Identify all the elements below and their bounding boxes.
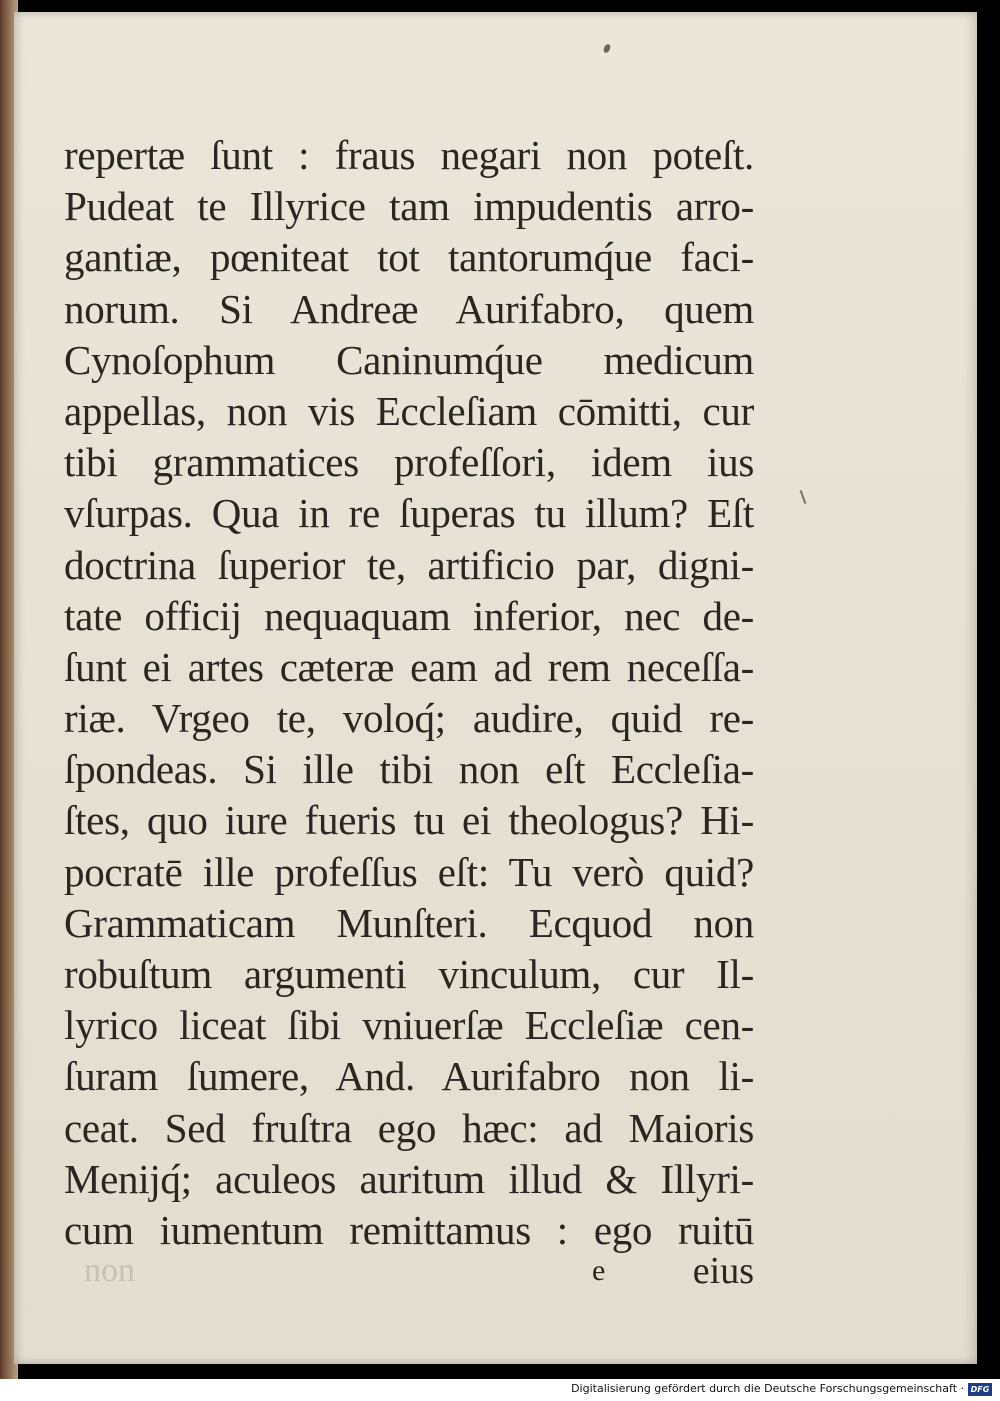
text-line: vſurpas. Qua in re ſuperas tu illum? Eſt <box>64 490 754 537</box>
text-line: appellas, non vis Eccleſiam cōmitti, cur <box>64 387 754 434</box>
text-line: ſtes, quo iure fueris tu ei theologus? Hi- <box>64 797 754 844</box>
text-line: Cynoſophum Caninumq́ue medicum <box>64 336 754 383</box>
ink-speck <box>602 43 611 54</box>
signature-mark: e <box>592 1254 606 1287</box>
text-line: tibi grammatices profeſſori, idem ius <box>64 439 754 486</box>
text-line: Pudeat te Illyrice tam impudentis arro- <box>64 183 754 230</box>
text-line: Grammaticam Munſteri. Ecquod non <box>64 899 754 946</box>
book-page <box>14 12 977 1364</box>
text-line: robuſtum argumenti vinculum, cur Il- <box>64 951 754 997</box>
catchword-row <box>14 1246 754 1296</box>
text-line: ſpondeas. Si ille tibi non eſt Eccleſia- <box>64 746 754 793</box>
text-line: Menijq́; aculeos auritum illud & Illyri- <box>64 1155 754 1202</box>
show-through-text: non <box>84 1252 135 1289</box>
text-line: riæ. Vrgeo te, voloq́; audire, quid re- <box>64 695 754 742</box>
funding-credit: Digitalisierung gefördert durch die Deutsche Forschungsgemeinschaft · <box>571 1382 964 1395</box>
text-line: norum. Si Andreæ Aurifabro, quem <box>64 285 754 332</box>
text-line: lyrico liceat ſibi vniuerſæ Eccleſiæ cen- <box>64 1002 754 1049</box>
footer-bar <box>0 1379 1000 1401</box>
body-text <box>64 130 754 1256</box>
text-line: ſuram ſumere, And. Aurifabro non li- <box>64 1053 754 1100</box>
text-line: repertæ ſunt : fraus negari non poteſt. <box>64 132 754 178</box>
ink-mark <box>800 490 807 504</box>
catchword: eius <box>692 1250 754 1292</box>
text-line: pocratē ille profeſſus eſt: Tu verò quid? <box>64 848 754 895</box>
text-line: tate officij nequaquam inferior, nec de- <box>64 592 754 639</box>
text-line: cum iumentum remittamus : ego ruitū <box>64 1206 754 1253</box>
dfg-logo-icon: DFG <box>968 1383 992 1396</box>
text-line: gantiæ, pœniteat tot tantorumq́ue faci- <box>64 234 754 281</box>
text-line: ceat. Sed fruſtra ego hæc: ad Maioris <box>64 1104 754 1151</box>
text-line: ſunt ei artes cæteræ eam ad rem neceſſa- <box>64 643 754 690</box>
text-line: doctrina ſuperior te, artificio par, digni- <box>64 541 754 588</box>
